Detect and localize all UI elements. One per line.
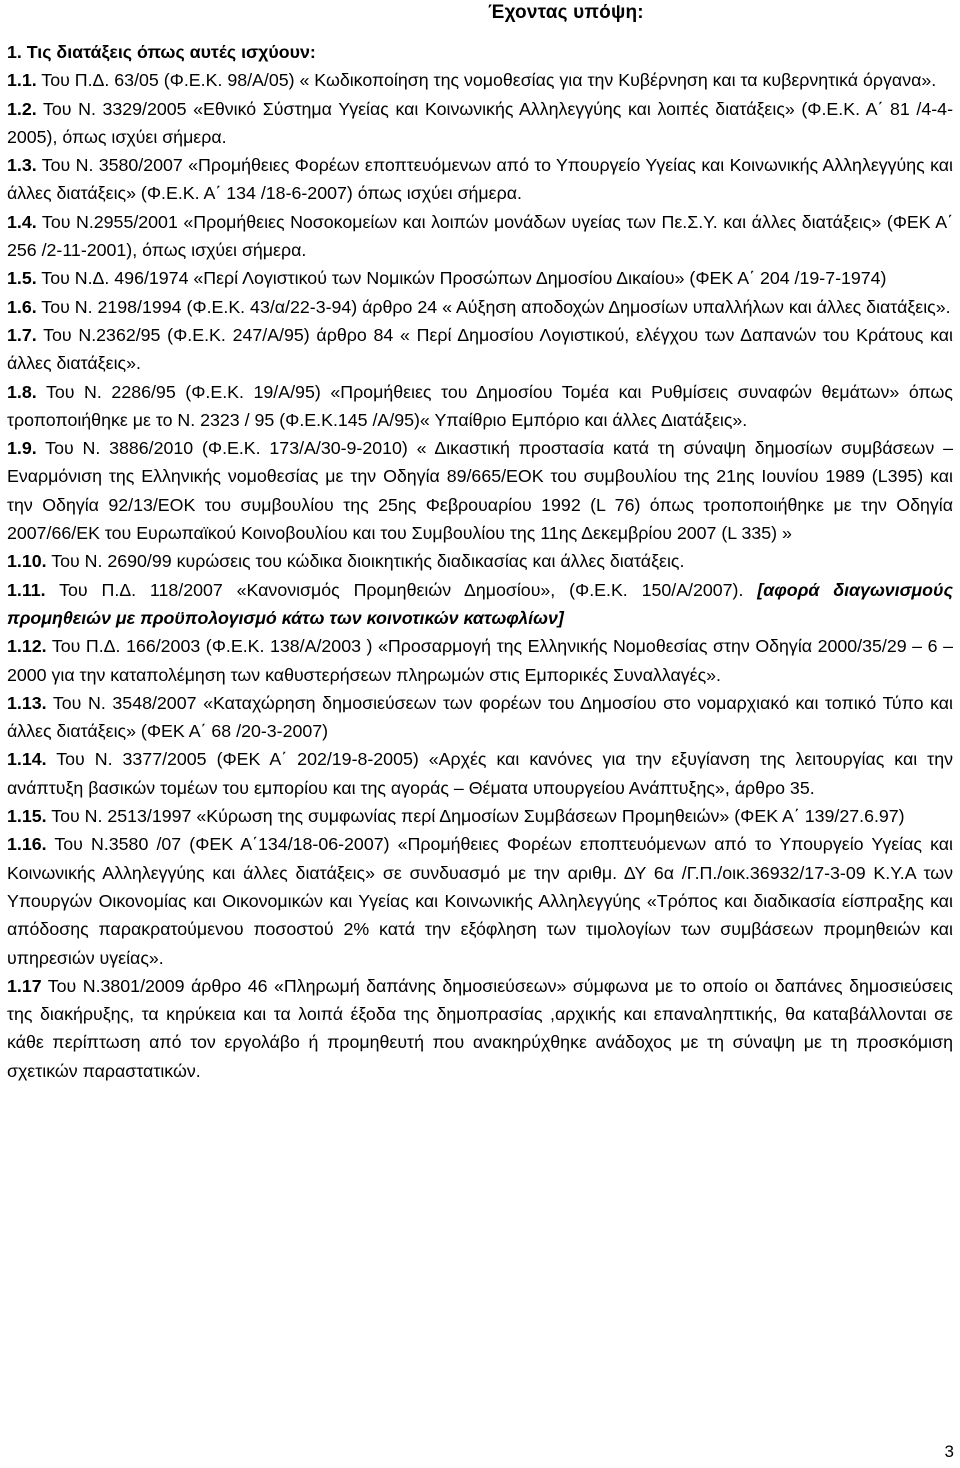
list-item [7, 264, 953, 292]
list-item [7, 830, 953, 971]
item-text: Του Ν. 3580/2007 «Προμήθειες Φορέων εποπτευόμενων από το Υπουργείο Υγείας και Κοινωνικής Αλληλεγγύης και άλλες διατάξεις» (Φ.Ε.Κ. Α΄ 134 /18-6-2007) όπως ισχύει σήμερα. [7, 155, 953, 204]
page-heading [0, 2, 960, 24]
item-number: 1.2. [7, 98, 37, 119]
item-text: Του Ν. 2690/99 κυρώσεις του κώδικα διοικητικής διαδικασίας και άλλες διατάξεις. [51, 551, 685, 572]
item-number: 1.15. [7, 806, 47, 827]
item-text: Του Ν.3801/2009 άρθρο 46 «Πληρωμή δαπάνης δημοσιεύσεων» σύμφωνα με το οποίο οι δαπάνες δημοσιεύσεις της διακήρυξης, τα κηρύκεια και τα λοιπά έξοδα της δημοπρασίας ,αρχικής και επαναληπτικής, θα καταβάλλονται σε κάθε περίπτωση από τον εργολάβο ή προμηθευτή που ανακηρύχθηκε ανάδοχος με τη σύναψη με τη προσκόμιση σχετικών παραστατικών. [7, 975, 953, 1081]
item-text: Του Ν. 2513/1997 «Κύρωση της συμφωνίας περί Δημοσίων Συμβάσεων Προμηθειών» (ΦΕΚ Α΄ 139/27.6.97) [51, 806, 905, 827]
list-item [7, 547, 953, 575]
item-text: Του Π.Δ. 166/2003 (Φ.Ε.Κ. 138/Α/2003 ) «Προσαρμογή της Ελληνικής Νομοθεσίας στην Οδηγία 2000/35/29 – 6 – 2000 για την καταπολέμηση των καθυστερήσεων πληρωμών στις Εμπορικές Συναλλαγές». [7, 636, 953, 685]
item-number: 1.14. [7, 749, 47, 770]
item-text: Του Π.Δ. 118/2007 «Κανονισμός Προμηθειών Δημοσίου», (Φ.Ε.Κ. 150/Α/2007). [59, 579, 744, 600]
item-emphasis-note: [αφορά διαγωνισμούς προμηθειών με προϋπολογισμό κάτω των κοινοτικών κατωφλίων] [7, 579, 953, 628]
list-item [7, 95, 953, 152]
item-number: 1.3. [7, 155, 37, 176]
item-number: 1.7. [7, 324, 37, 345]
list-item [7, 802, 953, 830]
list-item [7, 576, 953, 633]
item-text: Του Ν. 2286/95 (Φ.Ε.Κ. 19/Α/95) «Προμήθειες του Δημοσίου Τομέα και Ρυθμίσεις συναφών θεμάτων» όπως τροποποιήθηκε με το Ν. 2323 / 95 (Φ.Ε.Κ.145 /Α/95)« Υπαίθριο Εμπόριο και άλλες Διατάξεις». [7, 381, 953, 430]
item-number: 1.16. [7, 834, 47, 855]
list-item [7, 689, 953, 746]
list-item [7, 434, 953, 547]
item-number: 1.9. [7, 438, 37, 459]
list-item [7, 378, 953, 435]
document-body [7, 38, 953, 1085]
item-text: Του Ν.2955/2001 «Προμήθειες Νοσοκομείων και λοιπών μονάδων υγείας των Πε.Σ.Υ. και άλλες διατάξεις» (ΦΕΚ Α΄ 256 /2-11-2001), όπως ισχύει σήμερα. [7, 211, 954, 261]
item-text: Του Ν.3580 /07 (ΦΕΚ Α΄134/18-06-2007) «Προμήθειες Φορέων εποπτευόμενων από το Υπουργείο Υγείας και Κοινωνικής Αλληλεγγύης και άλλες διατάξεις» σε συνδυασμό με την αριθμ. ΔΥ 6α /Γ.Π./οικ.36932/17-3-09 Κ.Υ.Α των Υπουργών Οικονομίας και Οικονομικών και Υγείας και Κοινωνικής Αλληλεγγύης «Τρόπος και διαδικασία είσπραξης και απόδοσης παρακρατούμενου ποσοστού 2% κατά την εξόφληση των τιμολογίων των συμβάσεων προμηθειών και υπηρεσιών υγείας». [7, 834, 953, 968]
item-number: 1.12. [7, 636, 47, 657]
item-text: Του Ν. 3886/2010 (Φ.Ε.Κ. 173/Α/30-9-2010) « Δικαστική προστασία κατά τη σύναψη δημοσίων συμβάσεων –Εναρμόνιση της Ελληνικής νομοθεσίας με την Οδηγία 89/665/ΕΟΚ του συμβουλίου της 21ης Ιουνίου 1989 (L395) και την Οδηγία 92/13/ΕΟΚ του συμβουλίου της 25ης Φεβρουαρίου 1992 (L 76) όπως τροποποιήθηκε με την Οδηγία 2007/66/ΕΚ του Ευρωπαϊκού Κοινοβουλίου και του Συμβουλίου της 11ης Δεκεμβρίου 2007 (L 335) » [7, 438, 954, 544]
item-text: Του Ν. 3329/2005 «Εθνικό Σύστημα Υγείας και Κοινωνικής Αλληλεγγύης και λοιπές διατάξεις» (Φ.Ε.Κ. Α΄ 81 /4-4-2005), όπως ισχύει σήμερα. [7, 98, 953, 147]
list-item [7, 321, 953, 378]
list-item [7, 151, 953, 208]
list-item [7, 745, 953, 802]
item-text: Του Ν.2362/95 (Φ.Ε.Κ. 247/Α/95) άρθρο 84 « Περί Δημοσίου Λογιστικού, ελέγχου των Δαπανών του Κράτους και άλλες διατάξεις». [7, 324, 954, 374]
item-text: Του Ν.Δ. 496/1974 «Περί Λογιστικού των Νομικών Προσώπων Δημοσίου Δικαίου» (ΦΕΚ Α΄ 204 /19-7-1974) [41, 268, 887, 289]
item-number: 1.6. [7, 296, 37, 317]
list-item [7, 208, 953, 265]
list-item [7, 293, 953, 321]
item-text: Του Π.Δ. 63/05 (Φ.Ε.Κ. 98/Α/05) « Κωδικοποίηση της νομοθεσίας για την Κυβέρνηση και τα κυβερνητικά όργανα». [41, 70, 937, 91]
item-number: 1.11. [7, 579, 46, 600]
list-item [7, 972, 953, 1085]
item-number: 1.10. [7, 551, 47, 572]
item-number: 1.13. [7, 692, 47, 713]
item-number: 1.1. [7, 70, 37, 91]
page-number: 3 [944, 1442, 954, 1461]
item-text: Του Ν. 2198/1994 (Φ.Ε.Κ. 43/α/22-3-94) άρθρο 24 « Αύξηση αποδοχών Δημοσίων υπαλλήλων και άλλες διατάξεις». [41, 296, 951, 317]
list-item [7, 632, 953, 689]
item-number: 1.4. [7, 211, 37, 232]
heading-text: Έχοντας υπόψη: [488, 2, 644, 23]
list-item [7, 66, 953, 94]
item-number: 1.17 [7, 975, 42, 996]
intro-line: 1. Τις διατάξεις όπως αυτές ισχύουν: [7, 42, 316, 62]
item-text: Του Ν. 3548/2007 «Καταχώρηση δημοσιεύσεων των φορέων του Δημοσίου στο νομαρχιακό και τοπικό Τύπο και άλλες διατάξεις» (ΦΕΚ Α΄ 68 /20-3-2007) [7, 692, 953, 742]
item-number: 1.5. [7, 268, 37, 289]
item-text: Του Ν. 3377/2005 (ΦΕΚ Α΄ 202/19-8-2005) «Αρχές και κανόνες για την εξυγίανση της λειτουργίας και την ανάπτυξη βασικών τομέων του εμπορίου και της αγοράς – Θέματα υπουργείου Ανάπτυξης», άρθρο 35. [7, 749, 953, 798]
item-number: 1.8. [7, 381, 37, 402]
